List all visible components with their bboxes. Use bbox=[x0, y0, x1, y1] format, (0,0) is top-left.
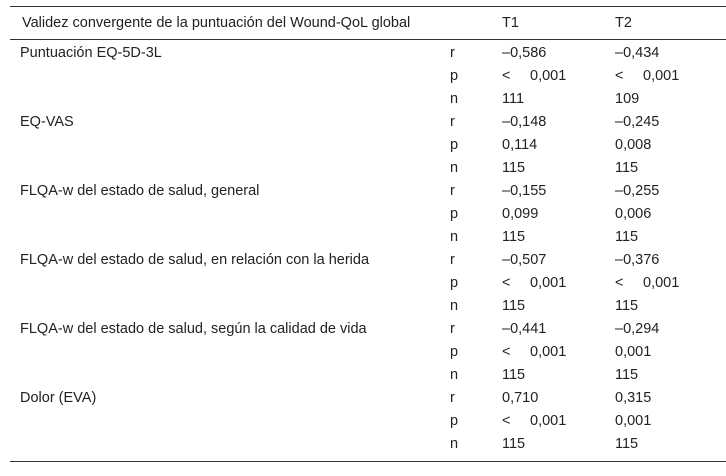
row-t1-value: 0,001 bbox=[530, 275, 567, 291]
row-t1-value: 0,001 bbox=[530, 344, 567, 360]
row-t2-cell bbox=[615, 159, 726, 182]
row-t2-value: 115 bbox=[615, 229, 639, 245]
row-t1-value: –0,148 bbox=[502, 114, 547, 130]
row-label bbox=[10, 274, 450, 297]
less-than-sign: < bbox=[615, 68, 624, 84]
row-t1-cell bbox=[502, 389, 615, 412]
row-t1-cell bbox=[502, 320, 615, 343]
row-t2-value: 0,006 bbox=[615, 206, 652, 222]
table-header bbox=[10, 7, 726, 40]
row-stat: r bbox=[450, 45, 455, 61]
row-t1-cell bbox=[502, 67, 615, 90]
table-row bbox=[10, 343, 726, 366]
header-t1: T1 bbox=[502, 15, 519, 31]
row-t2-cell bbox=[615, 320, 726, 343]
table-row bbox=[10, 297, 726, 320]
row-stat: n bbox=[450, 229, 459, 245]
row-t1-cell bbox=[502, 435, 615, 462]
table-row bbox=[10, 40, 726, 68]
less-than-sign: < bbox=[502, 275, 511, 291]
table-row bbox=[10, 412, 726, 435]
row-t2-value: 0,001 bbox=[643, 275, 680, 291]
header-label: Validez convergente de la puntuación del Wound-QoL global bbox=[22, 15, 411, 31]
table-row bbox=[10, 67, 726, 90]
validity-table-container bbox=[10, 6, 716, 462]
row-t2-cell bbox=[615, 274, 726, 297]
row-label bbox=[10, 228, 450, 251]
row-stat: n bbox=[450, 298, 459, 314]
table-row bbox=[10, 113, 726, 136]
row-t1-value: 111 bbox=[502, 91, 525, 107]
row-label: Puntuación EQ-5D-3L bbox=[20, 45, 162, 61]
row-label bbox=[10, 343, 450, 366]
row-t1-value: 0,099 bbox=[502, 206, 539, 222]
table-row bbox=[10, 205, 726, 228]
row-label: FLQA-w del estado de salud, según la calidad de vida bbox=[20, 321, 367, 337]
row-t1-value: 0,114 bbox=[502, 137, 538, 153]
header-t2: T2 bbox=[615, 15, 632, 31]
row-stat: r bbox=[450, 252, 455, 268]
row-stat: p bbox=[450, 413, 459, 429]
convergent-validity-table bbox=[10, 6, 726, 462]
less-than-sign: < bbox=[615, 275, 624, 291]
table-row bbox=[10, 320, 726, 343]
row-t1-value: 115 bbox=[502, 160, 526, 176]
row-t2-cell bbox=[615, 412, 726, 435]
table-row bbox=[10, 159, 726, 182]
row-t2-value: –0,434 bbox=[615, 45, 660, 61]
table-row bbox=[10, 251, 726, 274]
row-t2-value: 0,008 bbox=[615, 137, 652, 153]
row-t1-cell bbox=[502, 228, 615, 251]
row-t2-value: –0,255 bbox=[615, 183, 660, 199]
row-stat: p bbox=[450, 206, 459, 222]
row-stat: n bbox=[450, 160, 459, 176]
header-row bbox=[10, 7, 726, 40]
row-stat: n bbox=[450, 91, 459, 107]
row-stat: p bbox=[450, 68, 459, 84]
table-row bbox=[10, 435, 726, 462]
row-t2-value: 109 bbox=[615, 91, 640, 107]
row-t2-cell bbox=[615, 389, 726, 412]
row-t1-value: 115 bbox=[502, 367, 526, 383]
table-row bbox=[10, 389, 726, 412]
row-t1-cell bbox=[502, 343, 615, 366]
row-t1-value: –0,155 bbox=[502, 183, 547, 199]
row-t2-cell bbox=[615, 182, 726, 205]
row-label bbox=[10, 90, 450, 113]
row-t2-value: 115 bbox=[615, 160, 639, 176]
row-stat: p bbox=[450, 137, 459, 153]
row-t2-cell bbox=[615, 90, 726, 113]
table-row bbox=[10, 274, 726, 297]
row-label: FLQA-w del estado de salud, general bbox=[20, 183, 260, 199]
row-stat: r bbox=[450, 183, 455, 199]
row-label bbox=[10, 366, 450, 389]
less-than-sign: < bbox=[502, 344, 511, 360]
row-label bbox=[10, 67, 450, 90]
row-t1-cell bbox=[502, 412, 615, 435]
row-t1-cell bbox=[502, 136, 615, 159]
row-stat: p bbox=[450, 344, 459, 360]
row-label bbox=[10, 136, 450, 159]
row-stat: r bbox=[450, 114, 455, 130]
row-stat: n bbox=[450, 436, 459, 452]
row-t2-value: –0,294 bbox=[615, 321, 660, 337]
row-t2-cell bbox=[615, 366, 726, 389]
row-t1-value: –0,586 bbox=[502, 45, 547, 61]
row-t1-cell bbox=[502, 159, 615, 182]
row-t2-value: 0,315 bbox=[615, 390, 652, 406]
row-t1-cell bbox=[502, 274, 615, 297]
row-label bbox=[10, 297, 450, 320]
row-label bbox=[10, 159, 450, 182]
row-label: Dolor (EVA) bbox=[20, 390, 97, 406]
row-t1-value: 115 bbox=[502, 298, 526, 314]
row-t2-cell bbox=[615, 40, 726, 68]
row-t1-cell bbox=[502, 205, 615, 228]
row-t2-value: –0,376 bbox=[615, 252, 660, 268]
row-t2-cell bbox=[615, 136, 726, 159]
row-t2-cell bbox=[615, 343, 726, 366]
row-t2-value: 115 bbox=[615, 367, 639, 383]
table-row bbox=[10, 136, 726, 159]
row-stat: r bbox=[450, 390, 455, 406]
less-than-sign: < bbox=[502, 413, 511, 429]
row-t1-cell bbox=[502, 113, 615, 136]
row-stat: p bbox=[450, 275, 459, 291]
row-t1-value: 115 bbox=[502, 436, 526, 452]
row-label bbox=[10, 412, 450, 435]
row-t1-cell bbox=[502, 297, 615, 320]
row-t2-cell bbox=[615, 113, 726, 136]
row-t1-cell bbox=[502, 40, 615, 68]
row-t1-value: 0,710 bbox=[502, 390, 539, 406]
row-t2-cell bbox=[615, 67, 726, 90]
row-t1-value: 115 bbox=[502, 229, 526, 245]
row-t1-value: 0,001 bbox=[530, 413, 567, 429]
row-t2-value: –0,245 bbox=[615, 114, 660, 130]
row-t1-cell bbox=[502, 366, 615, 389]
row-t1-value: 0,001 bbox=[530, 68, 567, 84]
row-t2-cell bbox=[615, 251, 726, 274]
table-row bbox=[10, 366, 726, 389]
row-t2-value: 0,001 bbox=[615, 413, 652, 429]
row-t2-value: 0,001 bbox=[615, 344, 652, 360]
table-row bbox=[10, 228, 726, 251]
row-t2-cell bbox=[615, 205, 726, 228]
less-than-sign: < bbox=[502, 68, 511, 84]
row-t2-cell bbox=[615, 435, 726, 462]
row-label: EQ-VAS bbox=[20, 114, 74, 130]
row-t2-cell bbox=[615, 228, 726, 251]
table-row bbox=[10, 90, 726, 113]
row-t2-cell bbox=[615, 297, 726, 320]
row-t2-value: 0,001 bbox=[643, 68, 680, 84]
row-label: FLQA-w del estado de salud, en relación con la herida bbox=[20, 252, 370, 268]
row-t2-value: 115 bbox=[615, 298, 639, 314]
row-stat: r bbox=[450, 321, 455, 337]
row-stat: n bbox=[450, 367, 459, 383]
row-t1-cell bbox=[502, 182, 615, 205]
row-label bbox=[10, 205, 450, 228]
row-t1-cell bbox=[502, 90, 615, 113]
row-label bbox=[10, 435, 450, 462]
row-t1-cell bbox=[502, 251, 615, 274]
row-t1-value: –0,507 bbox=[502, 252, 547, 268]
table-body bbox=[10, 40, 726, 462]
row-t1-value: –0,441 bbox=[502, 321, 547, 337]
table-row bbox=[10, 182, 726, 205]
header-stat bbox=[450, 7, 502, 40]
row-t2-value: 115 bbox=[615, 436, 639, 452]
